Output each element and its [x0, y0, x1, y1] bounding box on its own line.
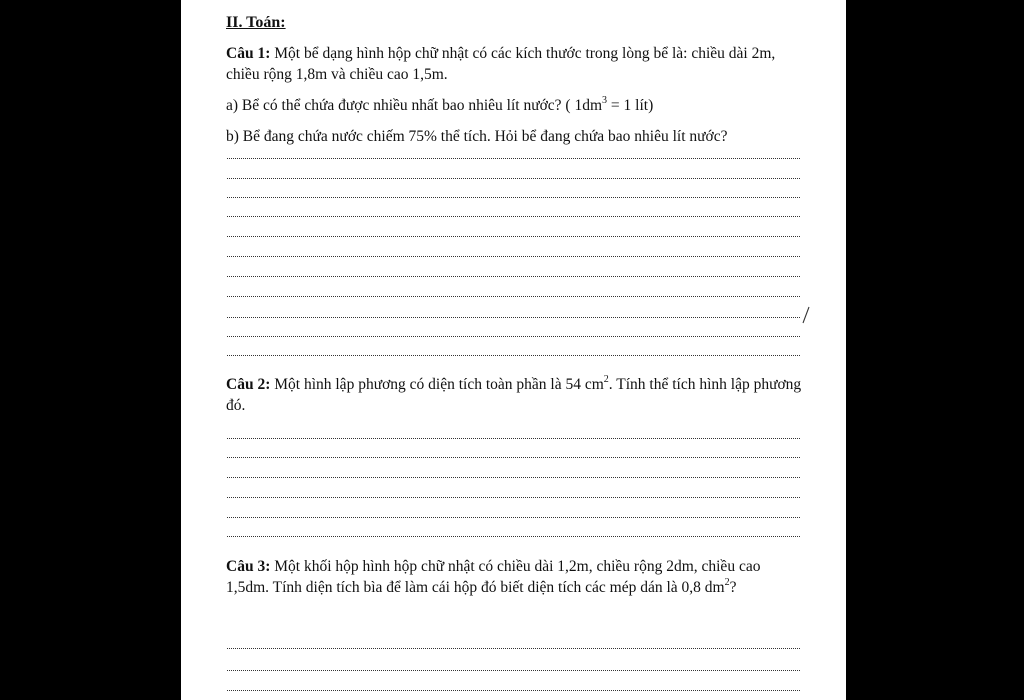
answer-line [227, 336, 800, 337]
question-2-sup: 2 [603, 373, 609, 385]
answer-line [227, 517, 800, 518]
question-2-label: Câu 2: [226, 376, 271, 393]
question-1-part-a-text: a) Bể có thể chứa được nhiều nhất bao nhiêu lít nước? ( 1dm [226, 97, 603, 114]
answer-line [227, 276, 800, 277]
answer-line [227, 216, 800, 217]
answer-line [227, 158, 800, 159]
answer-line [227, 256, 800, 257]
question-1-part-b: b) Bể đang chứa nước chiếm 75% thể tích. Hỏi bể đang chứa bao nhiêu lít nước? [226, 128, 728, 145]
answer-line [227, 317, 800, 318]
answer-line [227, 536, 800, 537]
question-3-text-end: ? [729, 579, 737, 596]
answer-line [227, 670, 800, 671]
answer-line [227, 197, 800, 198]
question-3-sup: 2 [724, 576, 730, 588]
question-3 [226, 556, 804, 598]
question-2-text-end: . Tính thể tích hình lập phương đó. [226, 376, 802, 414]
question-2 [226, 374, 804, 416]
answer-line [227, 355, 800, 356]
answer-line [227, 296, 800, 297]
answer-line [227, 497, 800, 498]
question-1-part-a [226, 95, 804, 116]
answer-line [227, 648, 800, 649]
question-3-text: Một khối hộp hình hộp chữ nhật có chiều dài 1,2m, chiều rộng 2dm, chiều cao 1,5dm. Tính diện tích bìa để làm cái hộp đó biết diện tích các mép dán là 0,8 dm [226, 558, 761, 596]
worksheet-page [181, 0, 846, 700]
section-title: II. Toán: [226, 14, 286, 31]
answer-line [227, 477, 800, 478]
question-1-part-a-end: = 1 lít) [607, 97, 654, 114]
answer-line [227, 690, 800, 691]
question-3-label: Câu 3: [226, 558, 271, 575]
question-1-part-a-sup: 3 [602, 94, 608, 106]
answer-line [227, 438, 800, 439]
pen-stroke-mark [800, 305, 812, 325]
answer-line [227, 236, 800, 237]
question-2-text: Một hình lập phương có diện tích toàn phần là 54 cm [270, 376, 604, 393]
question-1-text: Một bể dạng hình hộp chữ nhật có các kích thước trong lòng bể là: chiều dài 2m, chiều rộng 1,8m và chiều cao 1,5m. [226, 45, 776, 83]
question-1 [226, 43, 804, 85]
answer-line [227, 457, 800, 458]
question-1-label: Câu 1: [226, 45, 271, 62]
answer-line [227, 178, 800, 179]
